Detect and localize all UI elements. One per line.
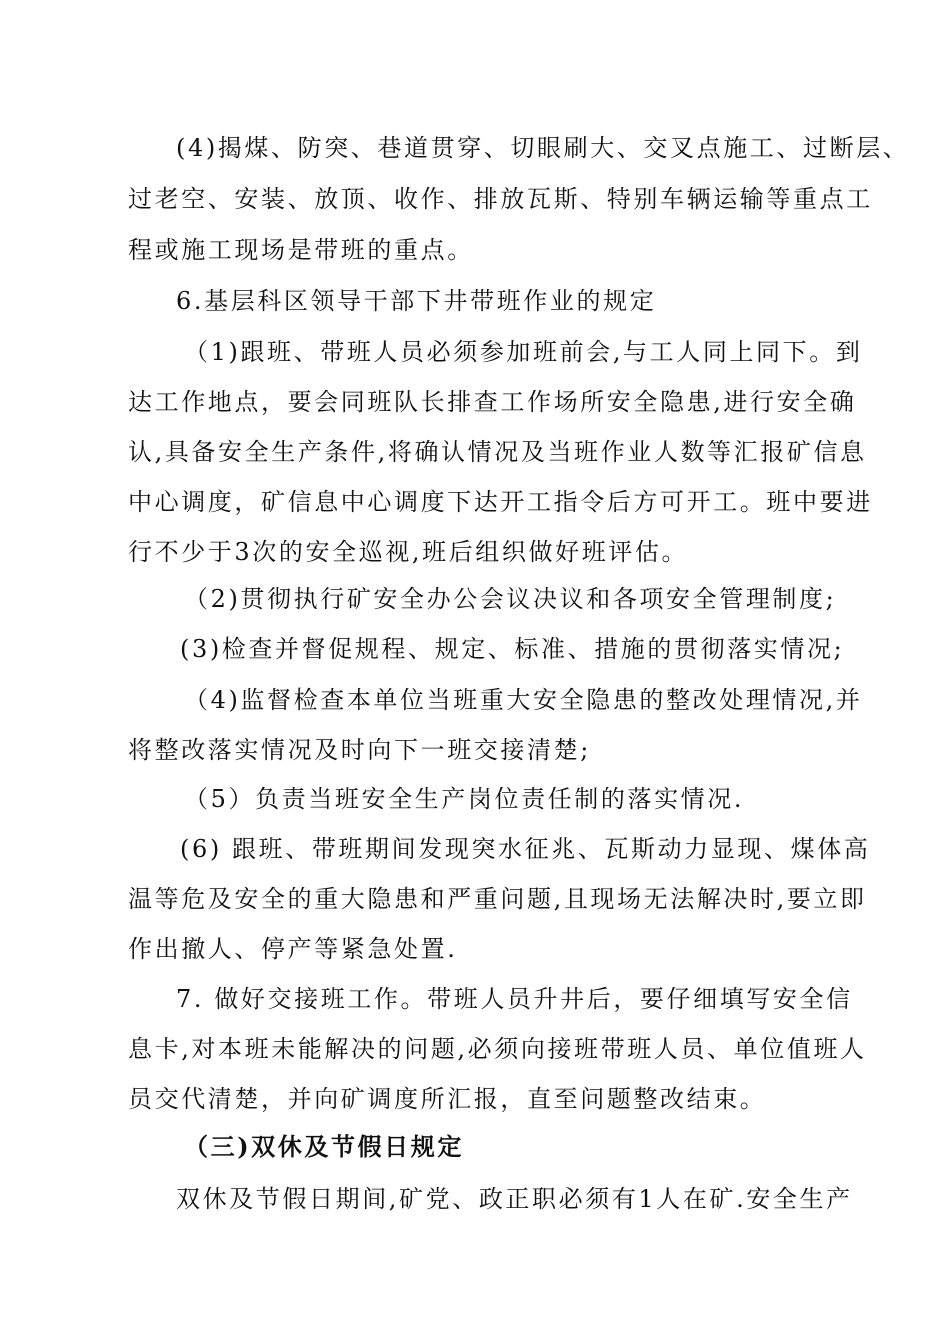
paragraph-line: （1)跟班、带班人员必须参加班前会,与工人同上同下。到 (184, 338, 863, 366)
paragraph-line: 员交代清楚，并向矿调度所汇报，直至问题整改结束。 (128, 1085, 767, 1113)
paragraph-line: 过老空、安装、放顶、收作、排放瓦斯、特别车辆运输等重点工 (128, 185, 873, 213)
paragraph-line: 程或施工现场是带班的重点。 (128, 236, 474, 264)
section-heading: 6.基层科区领导干部下井带班作业的规定 (176, 287, 657, 315)
paragraph-line: （2)贯彻执行矿安全办公会议决议和各项安全管理制度; (184, 585, 837, 613)
paragraph-line: 双休及节假日期间,矿党、政正职必须有1人在矿.安全生产 (176, 1185, 853, 1213)
paragraph-line: 作出撤人、停产等紧急处置. (128, 935, 458, 963)
paragraph-line: (6) 跟班、带班期间发现突水征兆、瓦斯动力显现、煤体高 (180, 835, 871, 863)
paragraph-line: (3)检查并督促规程、规定、标准、措施的贯彻落实情况; (180, 635, 845, 663)
paragraph-line: 将整改落实情况及时向下一班交接清楚; (128, 736, 591, 764)
paragraph-line: 认,具备安全生产条件,将确认情况及当班作业人数等汇报矿信息 (128, 438, 867, 466)
paragraph-line: (4)揭煤、防突、巷道贯穿、切眼刷大、交叉点施工、过断层、 (176, 134, 910, 162)
paragraph-line: （5）负责当班安全生产岗位责任制的落实情况. (184, 785, 745, 813)
paragraph-line: 行不少于3次的安全巡视,班后组织做好班评估。 (128, 538, 689, 566)
section-heading: （三)双休及节假日规定 (184, 1132, 464, 1161)
paragraph-line: （4)监督检查本单位当班重大安全隐患的整改处理情况,并 (184, 686, 863, 714)
paragraph-line: 中心调度，矿信息中心调度下达开工指令后方可开工。班中要进 (128, 488, 873, 516)
paragraph-line: 达工作地点，要会同班队长排查工作场所安全隐患,进行安全确 (128, 388, 857, 416)
paragraph-line: 温等危及安全的重大隐患和严重问题,且现场无法解决时,要立即 (128, 885, 867, 913)
paragraph-line: 息卡,对本班未能解决的问题,必须向接班带班人员、单位值班人 (128, 1035, 867, 1063)
paragraph-line: 7. 做好交接班工作。带班人员升井后，要仔细填写安全信 (176, 985, 853, 1013)
